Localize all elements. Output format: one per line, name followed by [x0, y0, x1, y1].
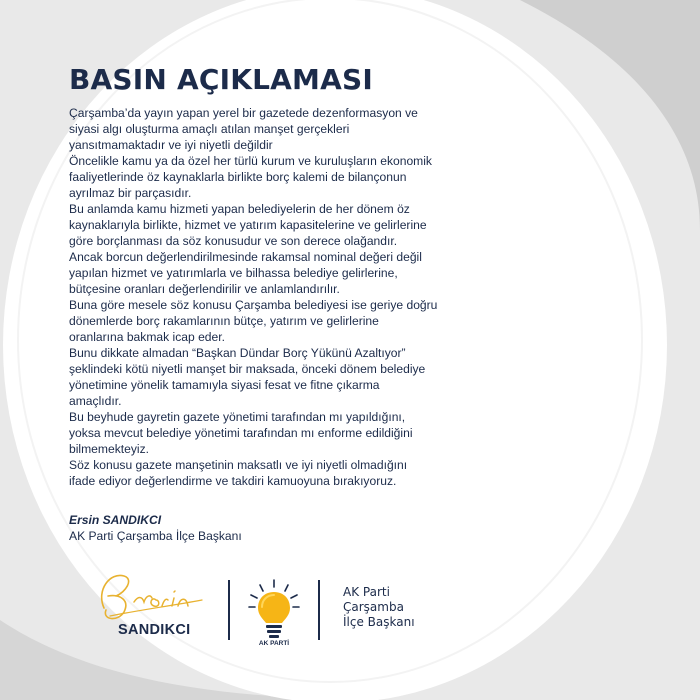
signature-title: AK Parti Çarşamba İlçe Başkanı [69, 529, 242, 543]
document-title: BASIN AÇIKLAMASI [69, 63, 373, 96]
footer [90, 560, 590, 650]
handwritten-signature [90, 560, 210, 630]
body-line: oranlarına bakmak icap eder. [69, 330, 225, 344]
signature-name: Ersin SANDIKCI [69, 513, 162, 527]
body-line: yansıtmamaktadır ve iyi niyetli değildir [69, 138, 273, 152]
body-line: amaçlıdır. [69, 394, 122, 408]
body-line: Öncelikle kamu ya da özel her türlü kurum ve kuruluşların ekonomik [69, 154, 432, 168]
body-line: Buna göre mesele söz konusu Çarşamba belediyesi ise geriye doğru [69, 298, 438, 312]
body-line: kaynaklarıyla birlikte, hizmet ve yatırım kapasitelerine ve gelirlerine [69, 218, 427, 232]
body-line: yönetimine yönelik tamamıyla siyasi fesat ve fitne çıkarma [69, 378, 380, 392]
footer-divider [318, 580, 320, 640]
body-line: Ancak borcun değerlendirilmesinde rakamsal nominal değeri değil [69, 250, 422, 264]
body-line: dönemlerde borç rakamlarının bütçe, yatırım ve gelirlerine [69, 314, 379, 328]
document-body [69, 105, 629, 489]
footer-surname: SANDIKCI [118, 622, 191, 638]
body-line: yoksa mevcut belediye yönetimi tarafından mı enforme edildiğini [69, 426, 413, 440]
body-line: Bu anlamda kamu hizmeti yapan belediyelerin de her dönem öz [69, 202, 410, 216]
press-release [69, 64, 629, 489]
body-line: bütçesine oranları değerlendirilir ve anlamlandırılır. [69, 282, 340, 296]
body-line: Çarşamba’da yayın yapan yerel bir gazetede dezenformasyon ve [69, 106, 418, 120]
body-line: göre borçlanması da söz konusudur ve son derece olağandır. [69, 234, 398, 248]
org-line: İlçe Başkanı [343, 615, 415, 629]
ak-parti-lightbulb-icon [246, 578, 302, 644]
body-line: şeklindeki kötü niyetli manşet bir maksada, önceki dönem belediye [69, 362, 426, 376]
body-line: Bunu dikkate almadan “Başkan Dündar Borç Yükünü Azaltıyor” [69, 346, 406, 360]
body-line: faaliyetlerinde öz kaynaklarla birlikte borç kalemi de bilançonun [69, 170, 407, 184]
org-line: Çarşamba [343, 600, 404, 614]
body-line: ifade ediyor değerlendirme ve takdiri kamuoyuna bırakıyoruz. [69, 474, 397, 488]
org-line: AK Parti [343, 585, 390, 599]
footer-organization [343, 585, 415, 630]
footer-divider [228, 580, 230, 640]
body-line: Söz konusu gazete manşetinin maksatlı ve iyi niyetli olmadığını [69, 458, 408, 472]
signature-block [69, 512, 242, 544]
body-line: Bu beyhude gayretin gazete yönetimi tarafından mı yapıldığını, [69, 410, 406, 424]
logo-label: AK PARTİ [258, 640, 290, 647]
body-line: siyasi algı oluşturma amaçlı atılan manşet gerçekleri [69, 122, 350, 136]
body-line: ayrılmaz bir parçasıdır. [69, 186, 192, 200]
body-line: bilmemekteyiz. [69, 442, 149, 456]
body-line: yapılan hizmet ve yatırımlarla ve bilhassa belediye gelirlerine, [69, 266, 398, 280]
